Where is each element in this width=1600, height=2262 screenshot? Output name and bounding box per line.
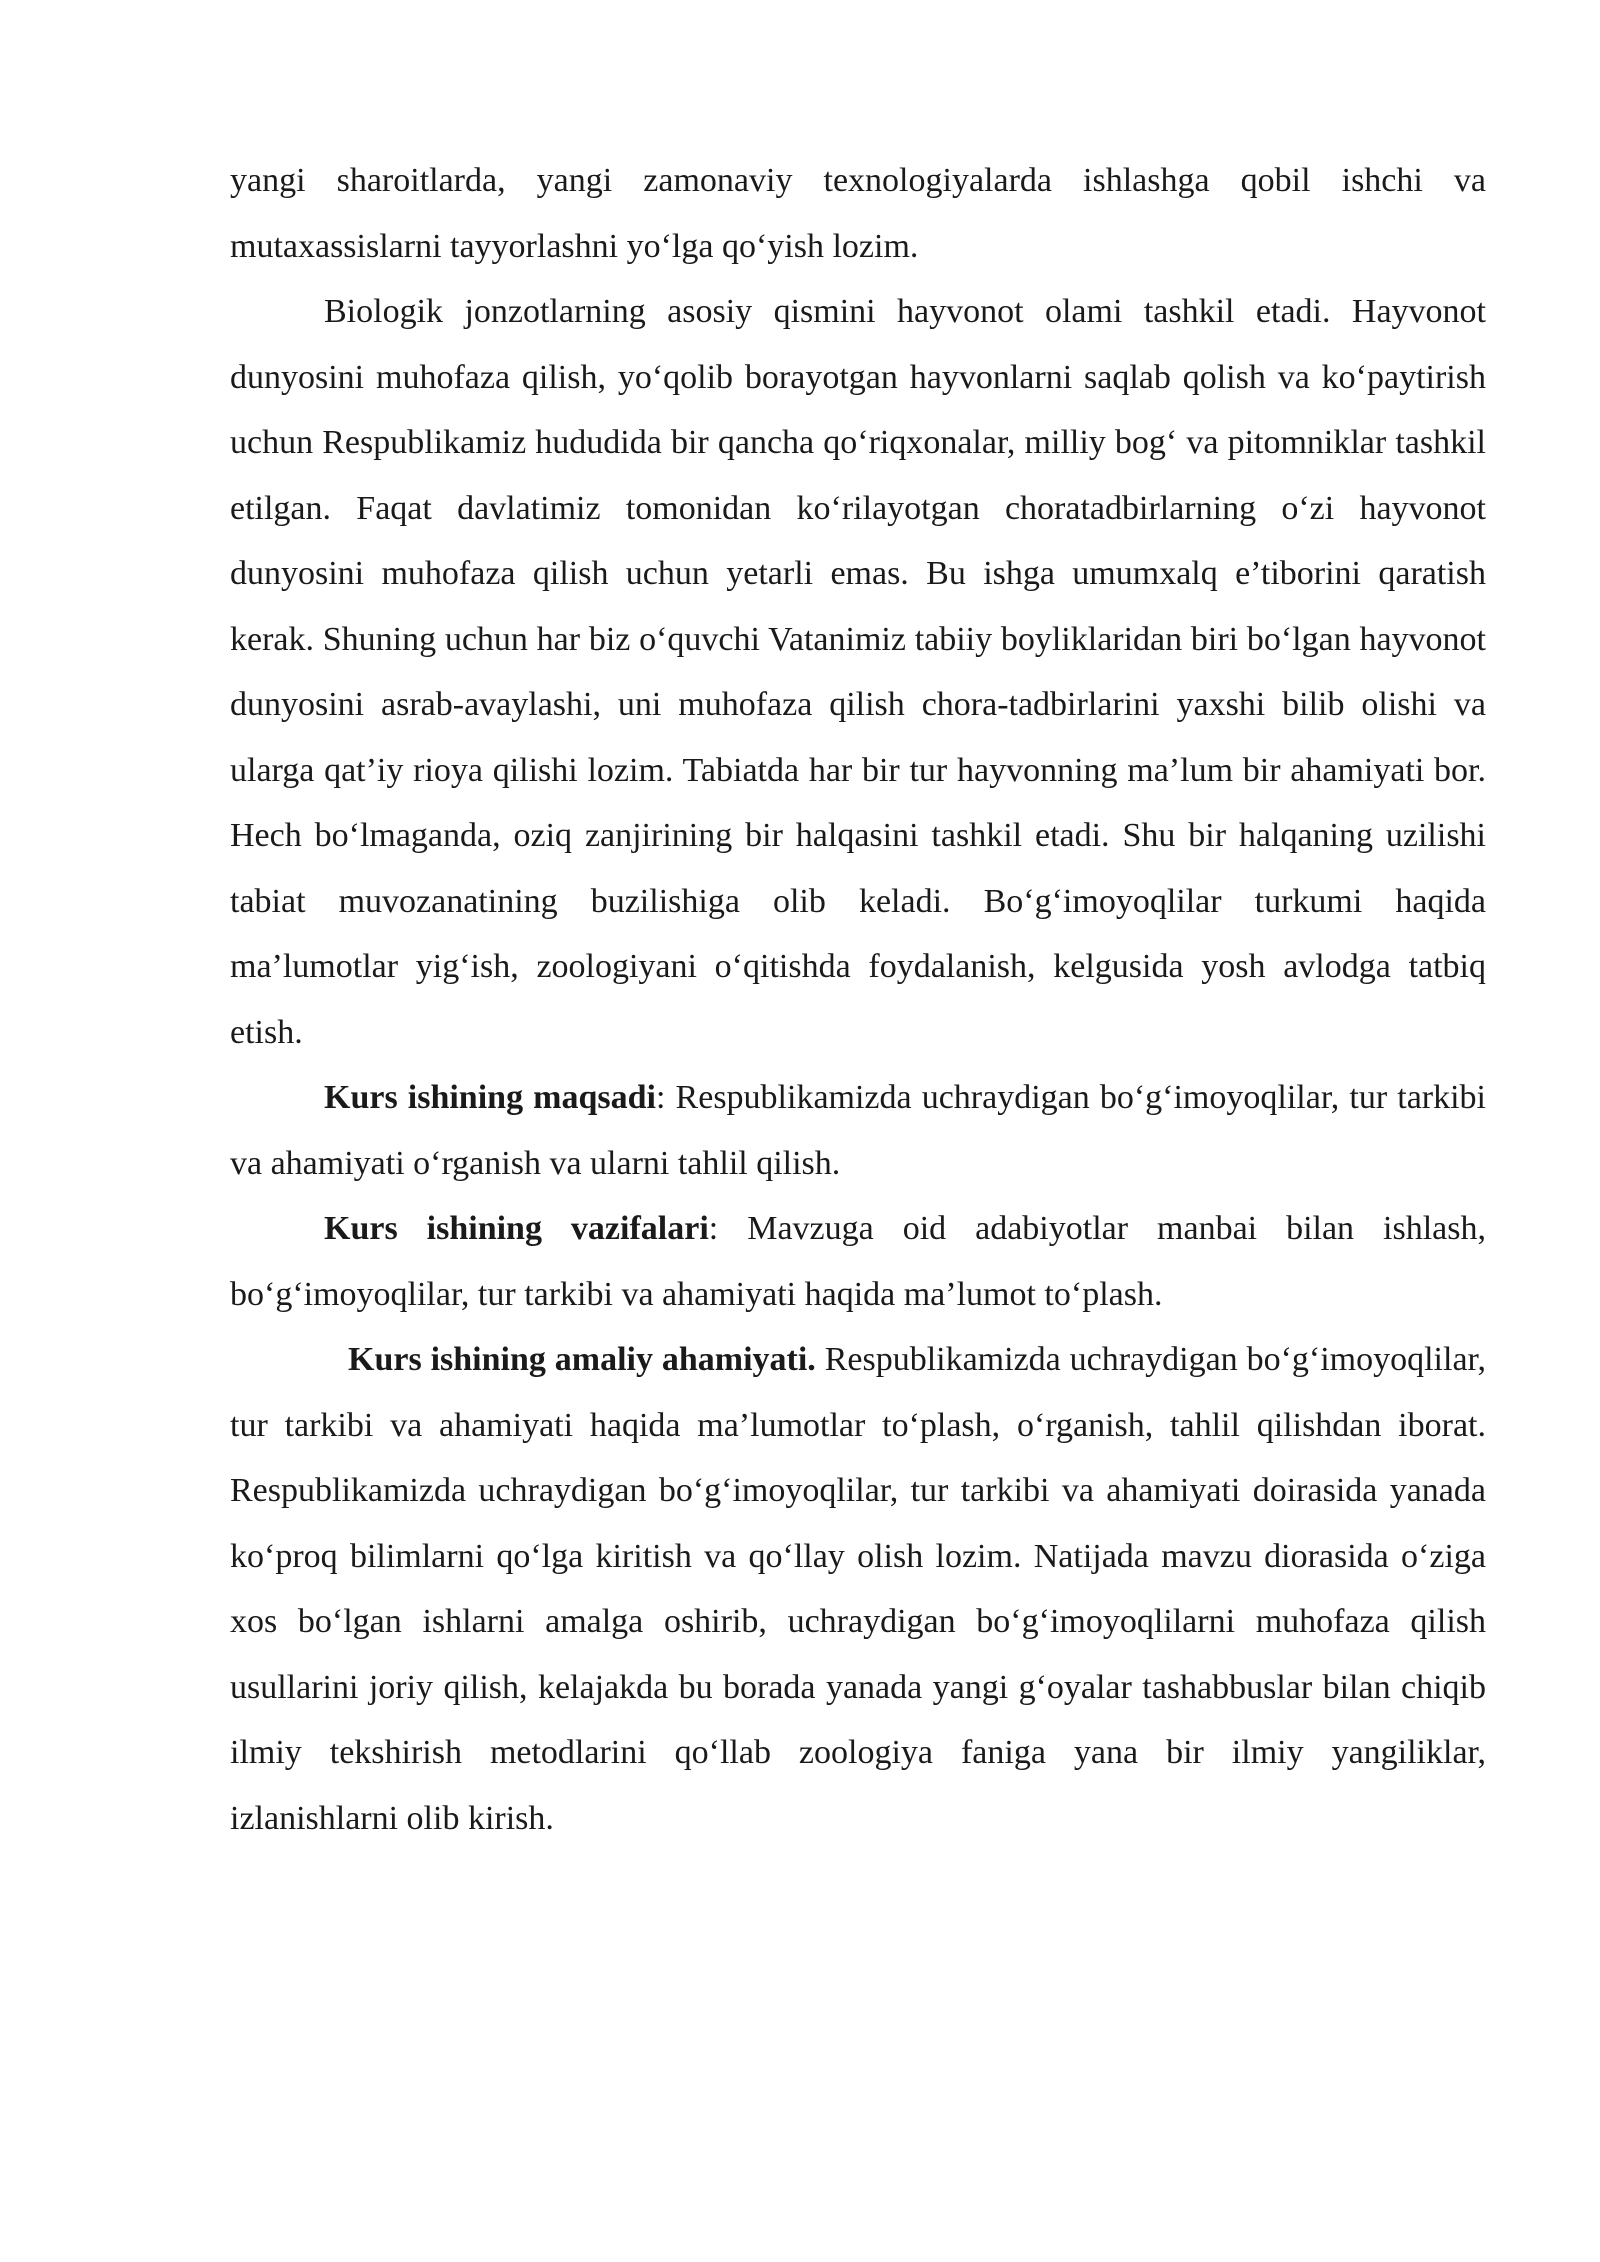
paragraph-animal-protection: Biologik jonzotlarning asosiy qismini hayvonot olami tashkil etadi. Hayvonot dunyosini muhofaza qilish, yo‘qolib borayotgan hayvonlarni saqlab qolish va ko‘paytirish uchun Respublikamiz hududida bir qancha qo‘riqxonalar, milliy bog‘ va pitomniklar tashkil etilgan. Faqat davlatimiz tomonidan ko‘rilayotgan choratadbirlarning o‘zi hayvonot dunyosini muhofaza qilish uchun yetarli emas. Bu ishga umumxalq e’tiborini qaratish kerak. Shuning uchun har biz o‘quvchi Vatanimiz tabiiy boyliklaridan biri bo‘lgan hayvonot dunyosini asrab-avaylashi, uni muhofaza qilish chora-tadbirlarini yaxshi bilib olishi va ularga qat’iy rioya qilishi lozim. Tabiatda har bir tur hayvonning ma’lum bir ahamiyati bor. Hech bo‘lmaganda, oziq zanjirining bir halqasini tashkil etadi. Shu bir halqaning uzilishi tabiat muvozanatining buzilishiga olib keladi. Bo‘g‘imoyoqlilar turkumi haqida ma’lumotlar yig‘ish, zoologiyani o‘qitishda foydalanish, kelgusida yosh avlodga tatbiq etish. [230, 293, 1486, 1051]
goal-text: : Respublikamizda uchraydigan bo‘g‘imoyoqlilar, tur tarkibi va ahamiyati o‘rganish va ularni tahlil qilish. [230, 1079, 1486, 1182]
tasks-heading: Kurs ishining vazifalari [324, 1210, 709, 1247]
goal-heading: Kurs ishining maqsadi [324, 1079, 656, 1116]
paragraph-goal [230, 1065, 1486, 1196]
practical-significance-heading: Kurs ishining amaliy ahamiyati. [348, 1341, 816, 1378]
document-page [230, 148, 1486, 1851]
paragraph-tasks [230, 1196, 1486, 1327]
practical-significance-text: Respublikamizda uchraydigan bo‘g‘imoyoqlilar, tur tarkibi va ahamiyati haqida ma’lumotlar to‘plash, o‘rganish, tahlil qilishdan iborat. Respublikamizda uchraydigan bo‘g‘imoyoqlilar, tur tarkibi va ahamiyati doirasida yanada ko‘proq bilimlarni qo‘lga kiritish va qo‘llay olish lozim. Natijada mavzu diorasida o‘ziga xos bo‘lgan ishlarni amalga oshirib, uchraydigan bo‘g‘imoyoqlilarni muhofaza qilish usullarini joriy qilish, kelajakda bu borada yanada yangi g‘oyalar tashabbuslar bilan chiqib ilmiy tekshirish metodlarini qo‘llab zoologiya faniga yana bir ilmiy yangiliklar, izlanishlarni olib kirish. [230, 1341, 1487, 1837]
tasks-text: : Mavzuga oid adabiyotlar manbai bilan ishlash, bo‘g‘imoyoqlilar, tur tarkibi va ahamiyati haqida ma’lumot to‘plash. [230, 1210, 1486, 1313]
paragraph-intro-continuation: yangi sharoitlarda, yangi zamonaviy texnologiyalarda ishlashga qobil ishchi va mutaxassislarni tayyorlashni yo‘lga qo‘yish lozim. [230, 162, 1486, 265]
paragraph-practical-significance [230, 1327, 1486, 1851]
